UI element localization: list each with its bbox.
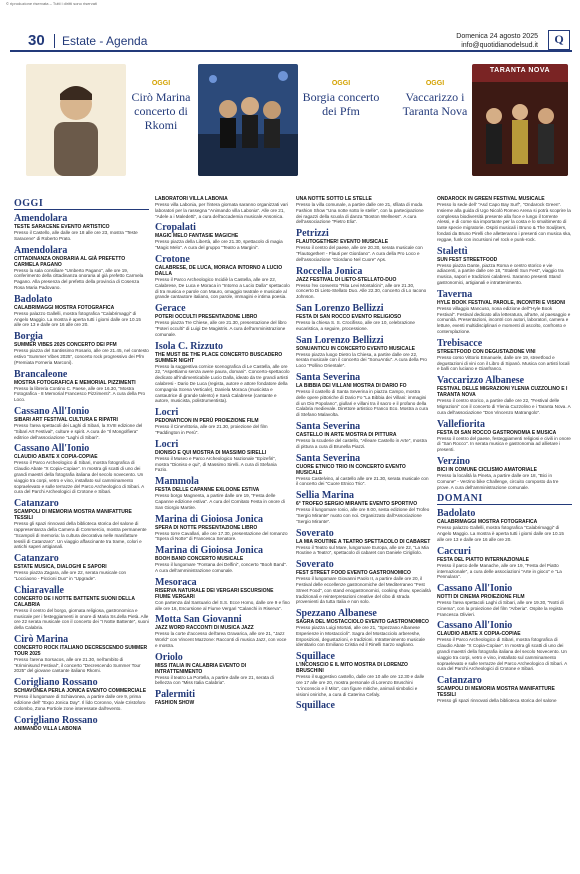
- entry-event-title: SUN FEST STREETFOOD: [437, 256, 498, 263]
- entry-description: Presso piazza del Santissimo Rosario, alle ore 21.45, nel contesto estivo "Summer Vibes 2025", concerto rock progressivo dei Pfm (Premiata Forneria Marconi).: [14, 348, 149, 365]
- agenda-entry: [296, 608, 431, 648]
- entry-event-title: CALABRIMAGGI MOSTRA FOTOGRAFICA: [437, 519, 538, 526]
- entry-description: Presso borgo Magnenta, a partire dalle ore 19, "Festa delle Capanne edizione estiva". A cura del Comitato Festa in onore di San Giorgio Martire.: [155, 493, 285, 510]
- entry-event-title: BOOH BAND CONCERTO MUSICALE: [155, 556, 244, 563]
- section-title: Estate - Agenda: [62, 34, 148, 48]
- entry-town: Trebisacce: [437, 337, 483, 349]
- day-heading: DOMANI: [437, 493, 572, 505]
- entry-description: Presso la suggestiva cornice scenografica di Le Castella, alle ore 22, "Aspettiamo senza avere paura, domani". Concerto-spettacolo dedicato all'indimenticabile Lucio Dalla, ideato da tre grandi artisti calabresi - Dario De Luca (regista, autore e attore fondatore della compagnia Scena Verticale), Daniela Moraca (musicista e cantautrice di grande talento) e Sasà Calabrese (cantante e autore, musicista, polistrumentista).: [155, 363, 290, 404]
- entry-event-title: CALABRESE, DE LUCA, MORACA INTORNO A LUCIO DALLA: [155, 264, 283, 277]
- entry-town: Cirò Marina: [14, 633, 69, 645]
- entry-event-title: CONCERTO ROCK ITALIANO DECRESCENDO SUMMER TOUR 2025: [14, 644, 148, 657]
- entry-event-title: FLAUTOGETHER! EVENTO MUSICALE: [296, 239, 389, 246]
- entry-description: Presso torre Cavallari, alle ore 17.30, presentazione del romanzo "Spera di Notte" di Francesca Senatore.: [155, 530, 288, 542]
- entry-event-title: JAZZ WORD RACCONTI DI MUSICA JAZZ: [155, 625, 254, 632]
- agenda-column-4: [437, 196, 572, 870]
- entry-description: Presso il Parco Archeologico Incidiè la Castella, alle ore 22, Calabrese, De Luca e Moraca in "Intorno a Lucio Dalla" spettacolo di tra musica e parole con Mauro, omaggio teatrale e musicale al grande cantautore italiano, con parole, immagini e intima poesia.: [155, 276, 290, 300]
- entry-event-title: ESTATE MUSICA, DIALOGHI E SAPORI: [14, 564, 107, 571]
- entry-description: Presso il Parco Archeologico di Sibari, mostra fotografica di Claudio Abate "X Copia-Copiae". In mostra gli scatti di uno dei grandi maestri della fotografia italiana del secolo Novecento. Un viaggio tra corpi, vetro e vino, installato sul camminamento sopraelevato e sulle terrazze del Parco Archeologico di Sibari. A cura del Parchi Archeologici di Crotone e Sibari.: [437, 637, 567, 672]
- agenda-entry: [14, 245, 149, 291]
- agenda-entry: [437, 456, 572, 490]
- entry-description: Presso il lungomare Ionio, alle ore 9.00, sesta edizione del Trofeo "Sergio Mirante" nuoto con noi. Organizzato dall'Associazione "Sergio Mirante".: [296, 507, 430, 524]
- entry-description: Presso piazza Luigi Mortati, alle ore 21, "Spezzano Albanese Esperienze in Mostaccioli". Sagra del Mostacciolo arbereshe, Esposizioni, degustazioni, e tradizioni. Intrattenimento musicale identitario con Emiliano Cristia ed il Rinelli Sarzo vagliano.: [296, 625, 425, 648]
- page-header: [10, 28, 572, 52]
- issue-date: Domenica 24 agosto 2025: [456, 33, 538, 40]
- entry-town: Spezzano Albanese: [296, 608, 377, 620]
- entry-town: Roccella Jonica: [296, 265, 363, 277]
- entry-town: Locri: [155, 438, 179, 450]
- entry-town: Santa Severina: [296, 420, 361, 432]
- agenda-entry: [155, 476, 290, 510]
- entry-event-title: FESTA DI SAN ROCCO GASTRONOMIA E MUSICA: [437, 429, 557, 436]
- entry-town: Catanzaro: [14, 498, 59, 510]
- featured-text-1: [122, 72, 200, 132]
- featured-photo-rkomi: [26, 64, 126, 176]
- agenda-entry: [437, 620, 572, 672]
- agenda-entry: [14, 553, 149, 582]
- entry-town: Cropalati: [155, 222, 196, 234]
- entry-description: Presso palazzo Gallelli, mostra fotografica "Calabrimaggi" di Angelo Maggio. La mostra è aperta tutti i giorni dalle ore 10.15 alle ore 13 e dalle ore 16 alle ore 20.: [14, 310, 141, 328]
- agenda-entry: [14, 294, 149, 328]
- page-number: 30: [28, 32, 45, 49]
- entry-event-title: MAGIC MELO FANTASIE MAGICHE: [155, 233, 239, 240]
- agenda-entry: [296, 372, 431, 418]
- entry-town: Catanzaro: [437, 675, 482, 687]
- entry-event-title: SIBARI ART FESTIVAL CULTURA E RIPATRI: [14, 416, 118, 423]
- entry-event-title: SONUANTICU IN CONCERTO EVENTO MUSICALE: [296, 345, 415, 352]
- entry-description: Presso l'area spettacoli dei Laghi di Sibari, la XVIII edizione del "Sibari Art Festival", culture e spirit. A cura de "Il Mongolfiera" editrice dell'associazione "Laghi di Sibari".: [14, 422, 143, 440]
- agenda-entry: [155, 614, 290, 648]
- entry-event-title: RISERVA NATURALE DEI VERGARI ESCURSIONE FIUME VERGARI: [155, 587, 274, 600]
- entry-town: Badolato: [437, 508, 476, 520]
- entry-description: Presso villaggio Mancuso, nona edizione dell'"Hyle Book Festival". Festival dedicato alla letteratura, all'arte, al paesaggio e comunità. Presentazioni, incontri con autori, laboratori, camera e letture, eventi multidisciplinari e momenti di ascolto, confronto e contemplazione.: [437, 305, 571, 334]
- agenda-entry: [437, 546, 572, 580]
- entry-town: Isola C. Rizzuto: [155, 340, 224, 352]
- entry-description: Presso piazza Tre Chiese, alle ore 21.30, presentazione del libro "Poteri occulti" di Luigi De Magistris. A cura dell'amministrazione comunale.: [155, 320, 287, 337]
- entry-town: San Lorenzo Bellizzi: [296, 334, 384, 346]
- agenda-entry: [155, 222, 290, 251]
- entry-description: Presso la scuderie del castello, "Alleare Castello in Arte", mostra di pittura a cura di Brunella Piazzi.: [296, 437, 427, 449]
- agenda-entry: [296, 453, 431, 488]
- entry-event-title: L'INCONSCIO E IL MITO MOSTRA DI LORENZO BRUSCHINI: [296, 662, 408, 675]
- agenda-columns: [14, 196, 570, 870]
- agenda-entry: [155, 652, 290, 687]
- featured-title: Borgia concerto dei Pfm: [302, 90, 380, 118]
- entry-event-title: THE MUST BE THE PLACE CONCERTO BUSCADERO SUMMER NIGHT: [155, 351, 283, 364]
- agenda-entry: [14, 498, 149, 550]
- entry-event-title: CLAUDIO ABATE X COPIA-COPIAE: [437, 631, 521, 638]
- agenda-entry: [437, 338, 572, 372]
- featured-photo-taranta-art: [472, 64, 568, 176]
- entry-town: Cassano All'Ionio: [14, 443, 90, 455]
- entry-event-title: LABORATORI VILLA LABONIA: [155, 196, 228, 202]
- entry-town: Chiaravalle: [14, 584, 64, 596]
- entry-description: Presso piazza Dante, piazza Roma e centro storico e vie adiacenti, a partire dalle ore 18, "Stalettì Sun Fest", viaggio tra musica, sapori e tradizioni calabresi. Saranno presenti Stand gastronomici, artigianali e intrattenimento.: [437, 262, 564, 285]
- featured-oggi-label: OGGI: [151, 80, 171, 87]
- agenda-entry: [296, 303, 431, 332]
- entry-town: Cassano All'Ionio: [437, 620, 513, 632]
- entry-event-title: UNA NOTTE SOTTO LE STELLE: [296, 196, 372, 202]
- entry-description: Presso la corte d'accesso dell'area Gravarica, alle ore 21, "Jazz World" con Vincent Mazzone: Racconti di musica Jazz, con voce e mostra.: [155, 631, 287, 648]
- entry-town: San Lorenzo Bellizzi: [296, 302, 384, 314]
- entry-town: Locri: [155, 407, 179, 419]
- entry-event-title: SCAMPOLI DI MEMORIA MOSTRA MANIFATTURE TESSILI: [437, 686, 555, 699]
- entry-event-title: CLAUDIO ABATE X COPIA-COPIAE: [14, 454, 98, 461]
- entry-event-title: MOSTRA FOTOGRAFICA E MEMORIAL PIZZIMENTI: [14, 379, 136, 386]
- entry-event-title: CUORE ETNICO TRIO IN CONCERTO EVENTO MUSICALE: [296, 463, 406, 476]
- featured-text-2: [302, 72, 380, 118]
- agenda-entry: [155, 303, 290, 337]
- entry-town: Motta San Giovanni: [155, 614, 242, 626]
- entry-event-title: SCAMPOLI DI MEMORIA MOSTRA MANIFATTURE TESSILI: [14, 509, 132, 522]
- entry-description: Presso la libreria Contino C. Paese, alle ore 16.30, "Mostra Fotografica - 8 Memorial Francesco Pizzimenti". A cura della Pro Loco.: [14, 385, 146, 403]
- entry-description: Presso il centro del borgo, giornata religiosa, gastronomica e musicale per i festeggiamenti in onore di Maria Ss.della Pietà. Alle ore 22 serata musicale con il concerto dei "I Notte Battente", suoni della Calabria.: [14, 607, 149, 631]
- agenda-entry: [14, 331, 149, 365]
- entry-event-title: LA BIBBIA DEI VILLANI MOSTRA DI DARIO FO: [296, 382, 407, 389]
- agenda-column-3: [296, 196, 431, 870]
- entry-town: Corigliano Rossano: [14, 714, 98, 726]
- featured-block-3: [396, 64, 568, 180]
- entry-town: Amendolara: [14, 244, 68, 256]
- entry-town: Squillace: [296, 700, 335, 712]
- entry-event-title: HYLE BOOK FESTIVAL PAROLE, INCONTRI E VISIONI: [437, 299, 566, 306]
- entry-description: Presso il castello di Santa Severina in piazza Campo, mostra delle opere pittoriche di Dario Fo "La Bibbia dei Villani: immagini di un Dio Popolano", giullari e villani tra il sacro e il profano della Calabria medievale. Direttore artistico Franco Eco. Mostra a cura di Stefano Malavolta.: [296, 388, 428, 418]
- agenda-entry: [155, 545, 290, 574]
- agenda-column-1: [14, 196, 149, 870]
- entry-event-title: DIONISO E QUI MOSTRA DI MASSIMO SIRELLI: [155, 449, 267, 456]
- entry-event-title: CASTELLO IN ARTE MOSTRA DI PITTURA: [296, 431, 397, 438]
- entry-description: Presso palazzo Gallelli, mostra fotografica "Calabrimaggi" di Angelo Maggio. La mostra è aperta tutti i giorni dalle ore 10.15 alle ore 13 e dalle ore 16 alle ore 20.: [437, 525, 564, 542]
- entry-description: Presso l'ex convento "Rita Levi Montalcini", alle ore 21.30, concerto Di Lieto-Stellato Duo. Alle 22.30, concerto di Lo Iacono Johnson.: [296, 282, 427, 300]
- entry-description: Presso il Parco Archeologico di Sibari, mostra fotografica di Claudio Abate "X Copia-Copiae". In mostra gli scatti di uno dei grandi maestri della fotografia italiana del secolo novecento. Un viaggio tra corpi, vetro e vino, installato sul camminamento sopraelevato e sulle terrazze del Parco Archeologico di Sibari. A cura del Parchi Archeologici di Crotone e Sibari.: [14, 460, 144, 495]
- entry-event-title: FESTA DEL PIATTO INTERNAZIONALE: [437, 556, 529, 563]
- featured-title: Vaccarizzo i Taranta Nova: [402, 90, 468, 118]
- entry-town: Brancaleone: [14, 368, 68, 380]
- entry-event-title: FESTIVAL DELLE MIGRAZIONI YLENIA CUZZOLINO E I TARANTA NOVA: [437, 386, 568, 399]
- agenda-entry: [14, 406, 149, 440]
- agenda-entry: [155, 439, 290, 473]
- entry-town: Santa Severina: [296, 452, 361, 464]
- featured-oggi-label: OGGI: [331, 80, 351, 87]
- entry-event-title: MISS ITALIA IN CALABRIA EVENTO DI INTRATTENIMENTO: [155, 662, 247, 675]
- entry-event-title: TESTE SARACENE EVENTO ARTISTICO: [14, 224, 110, 230]
- featured-block-1: [26, 64, 191, 180]
- agenda-entry: [296, 559, 431, 605]
- featured-photo-pfm: [198, 64, 298, 176]
- entry-town: Mammola: [155, 476, 199, 488]
- agenda-entry: [14, 715, 149, 732]
- entry-town: Cassano All'Ionio: [14, 405, 90, 417]
- agenda-entry: [14, 443, 149, 495]
- featured-text-3: [396, 72, 474, 118]
- entry-event-title: FESTA DELLE CAPANNE EXLOONE ESTIVA: [155, 487, 260, 494]
- agenda-entry: [437, 289, 572, 335]
- entry-description: Presso il teatro La Portella, a partire dalle ore 21, serata di bellezza con "Miss Italia Calabria".: [155, 674, 274, 686]
- agenda-column-2: [155, 196, 290, 870]
- agenda-entry: [14, 634, 149, 674]
- contact-email[interactable]: info@quotidianodelsud.it: [461, 42, 538, 49]
- featured-photo-rkomi-art: [26, 64, 126, 176]
- entry-town: Verzino: [437, 455, 470, 467]
- entry-description: Presso piazza Zagara, alle ore 22, serata musicale con "Locciaono - Piccioni Duo" in "Upgrade".: [14, 570, 127, 581]
- entry-town: Petrizzi: [296, 228, 329, 240]
- header-divider: [54, 34, 55, 48]
- entry-description: Presso il Museo e Parco Archeologico Nazionale "Epizefiri", mostra "Dioniso e qui", di Massimo Sirelli. A cura di Stefania Fazio.: [155, 455, 277, 473]
- entry-description: Presso il lungomare Giovanni Paolo II, a partire dalle ore 20, il Festival delle eccellenze gastronomiche del Mediterraneo "Fest Street Food", con stand enogastronomici, cooking show, specialità tradizionali e reinterpretazioni creative del cibo di strada provenienti da tutta Italia e non solo.: [296, 576, 431, 605]
- entry-town: Vallefiorita: [437, 418, 485, 430]
- entry-description: Presso la villa comunale, a partire dalle ore 21, sfilata di moda Fashion Show "Una notte sotto le stelle", con la partecipazione dei ragazzi della scuola di danza "Boston Wellness". A cura dell'associazione "Pietro Elia".: [296, 202, 424, 225]
- entry-town: Santa Severina: [296, 371, 361, 383]
- featured-oggi-label: OGGI: [425, 80, 445, 87]
- agenda-entry: [437, 419, 572, 453]
- entry-town: Marina di Gioiosa Jonica: [155, 513, 264, 525]
- agenda-entry: [155, 577, 290, 612]
- legal-notice: © riproduzione riservata – Tutti i diritti sono riservati: [6, 1, 97, 6]
- entry-town: Palermiti: [155, 689, 195, 701]
- agenda-entry: [296, 335, 431, 369]
- newspaper-logo: Q: [548, 30, 570, 50]
- entry-town: Soverato: [296, 527, 334, 539]
- agenda-entry: [155, 514, 290, 543]
- agenda-entry: [437, 246, 572, 286]
- agenda-entry: [14, 585, 149, 631]
- entry-event-title: SUMMER VIBES 2025 CONCERTO DEI PFM: [14, 342, 117, 349]
- entry-description: Presso gli spazi rinnovati della biblioteca storica del salone: [437, 698, 557, 704]
- entry-event-title: SAGRA DEL MOSTACCIOLO EVENTO GASTRONOMICO: [296, 619, 429, 626]
- entry-event-title: CITTADINANZA ONORARIA AL GIÀ PREFETTO CARMELA PAGANO: [14, 255, 126, 268]
- entry-town: Gerace: [155, 303, 186, 315]
- entry-description: Presso la località la Pineta, a partire dalle ore 18, "Bici in Comune" - Verzino bike Challenge, circuito composto da tre prove. A cura dell'amministrazione comunale.: [437, 472, 559, 490]
- entry-town: Squillace: [296, 651, 335, 663]
- agenda-entry: [296, 700, 431, 711]
- agenda-entry: [437, 583, 572, 617]
- entry-event-title: STREETFOOD CON DEGUSTAZIONE VINI: [437, 348, 536, 355]
- entry-event-title: FASHION SHOW: [155, 700, 195, 707]
- entry-description: Presso il lungomare di Schiavonea, a partire dalle ore 9, prima edizione dell' "Expo Jonica Day". Il lido Coronno, Viale Cristoforo Colombo, Zona Portiole zone interessate dall'evento.: [14, 694, 146, 711]
- entry-town: Stalettì: [437, 245, 468, 257]
- entry-description: Presso il Teatro sul Mare, lungomare Europa, alle ore 22, "La Mia Routine a Teatro", spettacolo di cabaret con Daniele Cirigliolo.: [296, 544, 429, 556]
- agenda-entry: [155, 341, 290, 405]
- agenda-entry: [14, 369, 149, 403]
- entry-town: Corigliano Rossano: [14, 677, 98, 689]
- agenda-entry: [437, 508, 572, 542]
- entry-description: Con partenza dal Santuario del S.S. Ecce Homo, dalle ore 9 e fino alle ore 16, Escursione al Fiume Vergari "Calanchi in Riserva".: [155, 599, 290, 611]
- entry-description: Presso l'arena Sorsacos, alle ore 21.30, nell'ambito di "Kriminisund Festival", il concerto "Decrescendo Summer Tour 2025" del giovane cantante italiano Rkomi.: [14, 656, 141, 674]
- entry-event-title: SPERA DI NOTTE PRESENTAZIONE LIBRO: [155, 524, 258, 531]
- entry-description: Presso il suggestivo castello, dalle ore 10 alle ore 12.30 e dalle ore 17 alle ore 20, mostra personale di Lorenzo Bruschini "L'inconscio e il Mito", con figure mitiche, animali simbolici e visioni oniriche, a cura di Caterina Cefaly.: [296, 674, 425, 697]
- entry-town: Taverna: [437, 288, 473, 300]
- agenda-entry: [437, 675, 572, 704]
- entry-description: Presso il Castello, alle dalle ore 18 alle ore 23, mostra "Teste Saracene" di Roberto Prato.: [14, 230, 138, 241]
- entry-description: Presso il centro storico, a partire dalle ore 22, "Festival delle Migrazioni" con il concerto di Ylenia Cuzzolino e i Taranta Nova. A cura dell'associazione "Don Vincenzo Matrangolo".: [437, 398, 571, 415]
- entry-description: Presso la chiesa S. S. Crocifisso, alle ore 10, celebrazione eucaristica, a seguire, processione.: [296, 319, 415, 331]
- entry-event-title: ONDAROCK IN GREEN FESTIVAL MUSICALE: [437, 196, 545, 202]
- entry-town: Crotone: [155, 253, 190, 265]
- entry-description: Presso il parco delle Manache, alle ore 19, "Festa del Piatto internazionale", a cura delle associazioni "Arte in gioco" e "La Pennulara".: [437, 562, 562, 580]
- featured-block-2: [198, 64, 384, 180]
- featured-photo-taranta-nova: [472, 64, 568, 176]
- entry-description: Presso lo sede dell' "Asd Capo Bay Surf", "Ondarock Green". Insieme alla guida di Ugo Nicolò Romeo Arena si potrà scoprire la complessa biodiversità presente alla foce e lungo il torrente Alessi, e di come sia importante per la costa e lo smaltimento di tante specie migratorie. Ospiti musicali i Bruno & The Souljiters, fondati da Bruno Pirelli che alletteranno i presenti con musica ska, reggae, funk con incursioni nel rock e punk-rock.: [437, 202, 572, 242]
- entry-event-title: ANIMANDO VILLA LABONIA: [14, 725, 82, 732]
- entry-description: Presso gli spazi rinnovati della biblioteca storica del salone di rappresentanza della Camera di Commercio, mostra permanente "Scampoli di memoria: la cultura decorativa nelle manifatture tessili di Catanzaro". Un viaggio affascinante tra trame, colori e antichi saperi artigianali.: [14, 521, 147, 550]
- entry-description: Presso il CineVittoria, alle ore 21.30, proiezione del film "Paddington in Perù".: [155, 424, 268, 435]
- day-heading: OGGI: [14, 198, 149, 210]
- entry-description: Presso Castelvino, al castello alle ore 21.30, serata musicale con il concerto dei "Cuore Etnico Trio".: [296, 475, 429, 487]
- agenda-entry: [437, 196, 572, 243]
- agenda-entry: [14, 677, 149, 711]
- entry-town: Soverato: [296, 559, 334, 571]
- entry-description: Presso il centro del paese, festeggiamenti religiosi e civili in onore di "San Rocco". In serata musica e gastronomia ad allietare i presenti.: [437, 435, 571, 453]
- entry-town: Amendolara: [14, 213, 68, 224]
- entry-event-title: 6° TROFEO SERGIO MIRANTE EVENTO SPORTIVO: [296, 501, 418, 508]
- entry-town: Badolato: [14, 293, 53, 305]
- featured-photo-pfm-art: [198, 64, 298, 176]
- entry-event-title: CONCERTO DE I NOTTE BATTENTE SUONI DELLA CALABRIA: [14, 595, 135, 608]
- entry-description: Presso la sala consiliare "Umberto Pagano", alle ore 19, conferimento della cittadinanza onoraria al già prefetto Carmela Pagano. Alla presenza del prefetto della provincia di Cosenza Rosa Maria Padovano.: [14, 267, 144, 290]
- entry-town: Marina di Gioiosa Jonica: [155, 545, 264, 557]
- agenda-entry: [437, 375, 572, 415]
- agenda-entry: [296, 490, 431, 524]
- entry-event-title: FESTA DI SAN ROCCO EVENTO RELIGIOSO: [296, 313, 402, 320]
- entry-town: Cassano All'Ionio: [437, 583, 513, 595]
- entry-event-title: CALABRIMAGGI MOSTRA FOTOGRAFICA: [14, 304, 115, 311]
- entry-description: Presso l'area spettacoli Laghi di Sibari, alle ore 19.30, "Notti di Cinema", con la proiezione del film "Arberia". Ospite la regista Francesca Olivieri.: [437, 600, 564, 617]
- agenda-entry: [14, 213, 149, 242]
- agenda-entry: [296, 651, 431, 697]
- entry-event-title: LA MIA ROUTINE A TEATRO SPETTACOLO DI CABARET: [296, 538, 431, 545]
- entry-event-title: JAZZ FESTIVAL DI LIETO-STELLATO-DUO: [296, 276, 397, 283]
- agenda-entry: [155, 196, 290, 219]
- entry-town: Borgia: [14, 331, 43, 343]
- entry-event-title: SCHIAVONEA PERLA JONICA EVENTO COMMERCIALE: [14, 688, 147, 695]
- agenda-entry: [155, 407, 290, 436]
- featured-title: Cirò Marina concerto di Rkomi: [131, 90, 191, 132]
- entry-town: Sellia Marina: [296, 490, 355, 502]
- agenda-entry: [296, 528, 431, 557]
- entry-town: Catanzaro: [14, 553, 59, 565]
- agenda-entry: [155, 689, 290, 706]
- entry-town: Vaccarizzo Albanese: [437, 375, 525, 387]
- entry-description: Presso il lungomare "Fontana dei Delfini", concerto "Booh Band". A cura dell'amministrazione comunale.: [155, 562, 288, 573]
- entry-town: Mesoraca: [155, 576, 197, 588]
- entry-town: Oriolo: [155, 651, 183, 663]
- entry-description: Presso piazza della Libertà, alle ore 21.30, spettacolo di magia "Magic Melo". A cura del gruppo "Teatro a Margini".: [155, 239, 283, 251]
- entry-description: Presso villa Labonia, per l'intera giornata saranno organizzati vari laboratori per la rassegna "Animando villa Labonia". Alle ore 21, "Adele a i Maledetti", a cura dell'accademia musicale Ansonica.: [155, 202, 288, 219]
- agenda-entry: [296, 228, 431, 262]
- entry-event-title: BICI IN COMUNE CICLISMO AMATORIALE: [437, 466, 537, 473]
- agenda-entry: [296, 421, 431, 450]
- entry-description: Presso corso Vittorio Emanuele, dalle ore 19, streetfood e degustazioni di vini con il Libro di Sipanò. Musica con artisti locali e balli con luciano e Gianfranco.: [437, 354, 570, 372]
- featured-photo-caption: TARANTA NOVA: [489, 67, 551, 74]
- agenda-entry: [155, 254, 290, 300]
- entry-description: Presso piazza luogo Dietro la Chiesa, a partire dalle ore 22, serata musicale con il concerto dei "SonuAntiu". A cura della Pro Loco "Pollino Orientale".: [296, 351, 427, 369]
- agenda-entry: [296, 196, 431, 225]
- entry-event-title: PEDONATICON IN PERÙ PROIEZIONE FILM: [155, 418, 259, 425]
- entry-event-title: POTERI OCCULTI PRESENTAZIONE LIBRO: [155, 314, 258, 321]
- entry-town: Caccuri: [437, 545, 471, 557]
- header-date-block: [456, 32, 538, 50]
- entry-event-title: NOTTI DI CINEMA PROIEZIONE FILM: [437, 594, 525, 601]
- agenda-entry: [296, 266, 431, 300]
- entry-event-title: FEST STREET FOOD EVENTO GASTRONOMICO: [296, 570, 411, 577]
- entry-description: Presso il centro del paese, alle ore 20.30, serata musicale con "Flautogether! - Flauti per Giordano". A cura della Pro Loco e dell'associazione "Giordano Nel Cuore" Aps.: [296, 245, 423, 262]
